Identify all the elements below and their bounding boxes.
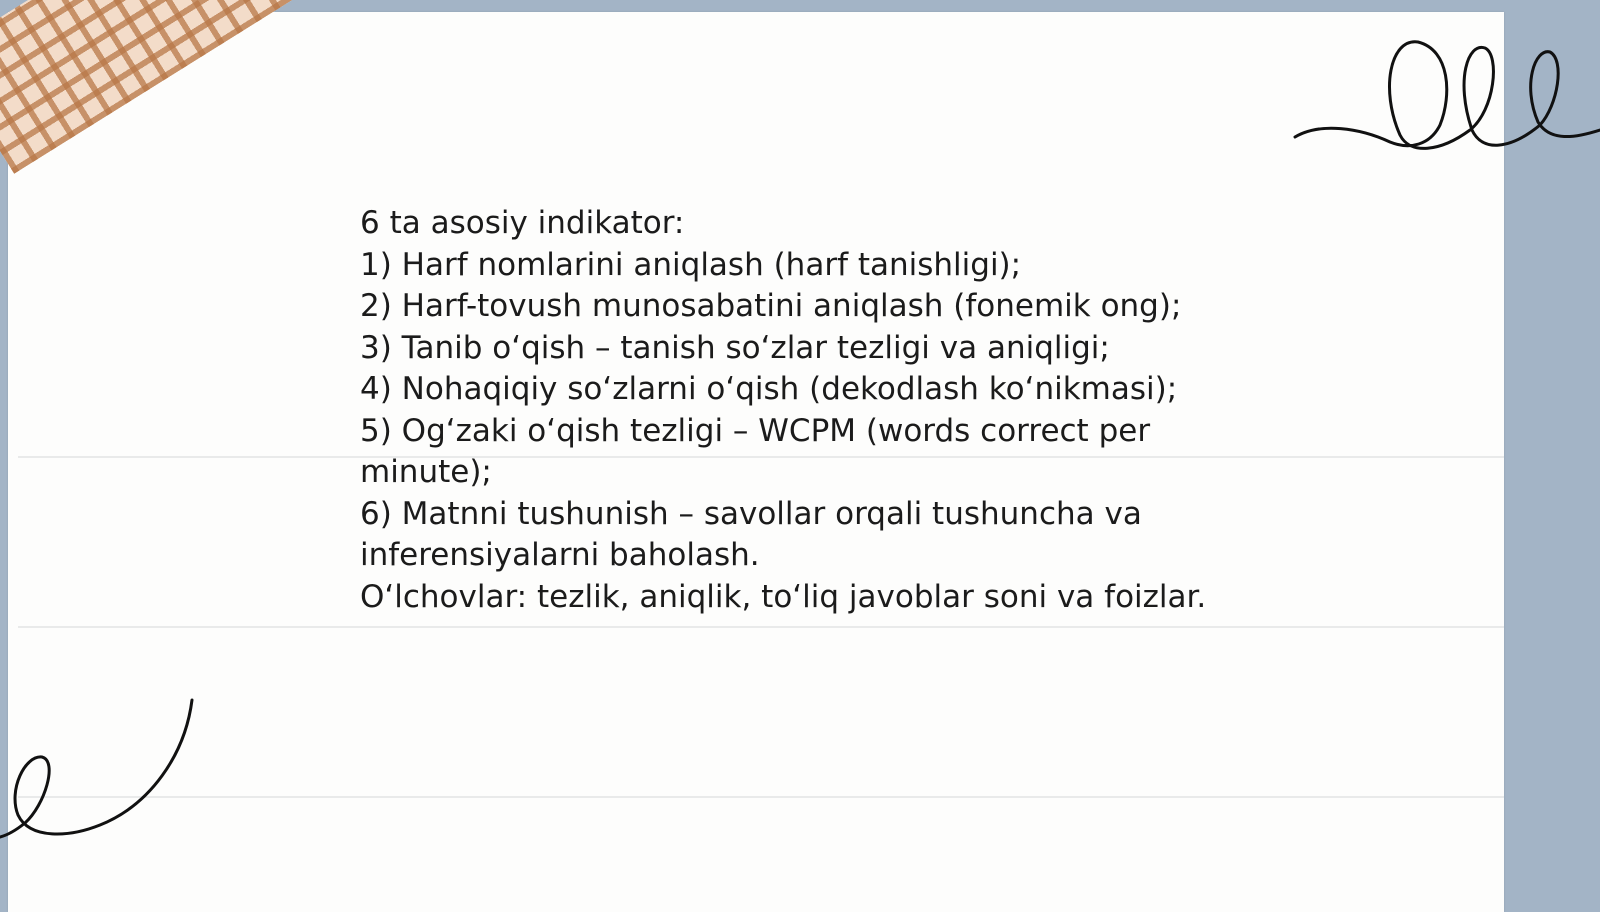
text-line-item-3: 3) Tanib o‘qish – tanish so‘zlar tezligi va aniqligi; (360, 329, 1110, 366)
curl-swirl-icon (0, 695, 200, 855)
ruled-line (18, 626, 1504, 628)
text-line-item-1: 1) Harf nomlarini aniqlash (harf tanishligi); (360, 246, 1022, 283)
text-line-item-5: 5) Og‘zaki o‘qish tezligi – WCPM (words correct per minute); (360, 412, 1151, 490)
text-line-item-4: 4) Nohaqiqiy so‘zlarni o‘qish (dekodlash ko‘nikmasi); (360, 371, 1178, 407)
text-line-measures: O‘lchovlar: tezlik, aniqlik, to‘liq javoblar soni va foizlar. (360, 578, 1207, 615)
text-line-item-6: 6) Matnni tushunish – savollar orqali tushuncha va inferensiyalarni baholash. (360, 495, 1142, 573)
slide-text-block (360, 203, 1260, 618)
text-line-heading: 6 ta asosiy indikator: (360, 205, 685, 241)
ruled-line (18, 796, 1504, 798)
loop-swirl-icon (1290, 30, 1600, 165)
text-line-item-2: 2) Harf-tovush munosabatini aniqlash (fonemik ong); (360, 288, 1182, 324)
